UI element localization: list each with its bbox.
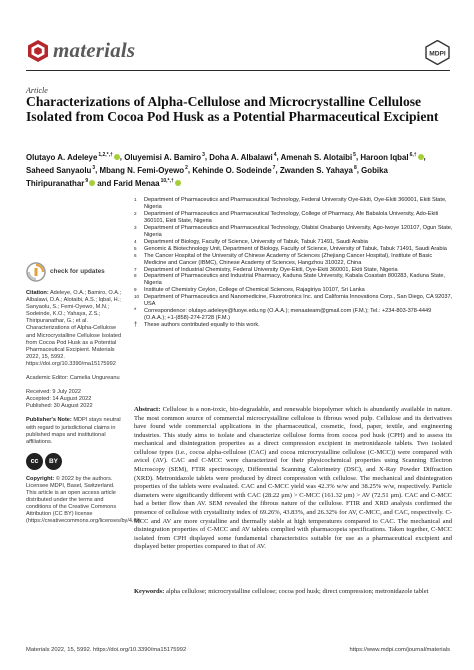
author[interactable]: [209, 153, 276, 162]
publisher-note-label: Publisher's Note:: [26, 417, 72, 424]
affiliation-number: *: [134, 308, 137, 315]
copyright-label: Copyright:: [26, 475, 55, 482]
author-name: Kehinde O. Sodeinde: [192, 165, 272, 175]
citation-label: Citation:: [26, 290, 49, 296]
copyright-text: © 2022 by the authors. Licensee MDPI, Basel, Switzerland. This article is an open access article distributed under the terms and conditions of the Creative Commons Attribution (CC BY) license (https://creativecommons.org/licenses/by/4.0/).: [26, 475, 142, 525]
orcid-icon[interactable]: [175, 180, 181, 186]
published-date: Published: 30 August 2022: [26, 403, 93, 410]
author[interactable]: [26, 153, 120, 162]
header-rule: [26, 70, 450, 71]
affiliation-number: 9: [134, 287, 137, 293]
author-name: Mbang N. Femi-Oyewo: [99, 165, 185, 175]
author-name: Saheed Sanyaolu: [26, 165, 92, 175]
affiliation-item: [134, 246, 454, 253]
affiliation-number: 7: [134, 266, 137, 272]
page-footer: [26, 647, 450, 657]
author-affiliation-sup: 3: [202, 152, 205, 158]
affiliation-number: †: [134, 322, 138, 329]
affiliation-text: Department of Pharmaceutics and Industrial Pharmacy, Kaduna State University, Kabala Coastain 800283, Kaduna State, Nigeria: [144, 273, 446, 287]
author-affiliation-sup: 3: [92, 165, 96, 172]
author-affiliation-sup: 4: [273, 152, 277, 158]
affiliation-text: Department of Pharmaceutics and Pharmaceutical Technology, Federal University Oye-Ekiti, Oye-Ekiti 360001, Ekiti State, Nigeria: [144, 197, 447, 210]
abstract: [134, 406, 452, 552]
affiliation-number: 8: [134, 273, 137, 279]
affiliation-item: [134, 253, 454, 267]
author-name: Amenah S. Alotaibi: [280, 152, 353, 162]
affiliation-item: [134, 322, 454, 329]
affiliation-text: Genomic & Biotechnology Unit, Department of Biology, Faculty of Science, University of Tabuk, Tabuk 71491, Saudi Arabia: [144, 245, 447, 252]
author-name: and Farid Menaa: [97, 179, 160, 189]
keywords-label: Keywords:: [134, 588, 165, 595]
author-name: Olutayo A. Adeleye: [26, 152, 98, 162]
affiliation-item: [134, 308, 454, 322]
author-name: Doha A. Albalawi: [209, 152, 273, 162]
affiliation-text: Department of Pharmaceutics and Nanomedicine, Fluorotronics Inc. and California Innovations Corp., San Diego, CA 92037, USA: [144, 294, 453, 308]
article-title: Characterizations of Alpha-Cellulose and Microcrystalline Cellulose Isolated from Cocoa Pod Husk as a Potential Pharmaceutical Excipient: [26, 94, 439, 125]
affiliation-text: These authors contributed equally to this work.: [144, 322, 260, 329]
editor-name: Camelia Ungureanu: [69, 375, 120, 382]
abstract-label: Abstract:: [134, 406, 161, 413]
sidebar: [26, 262, 142, 532]
author[interactable]: [26, 166, 95, 175]
affiliation-text: Institute of Chemistry Ceylon, College of Chemical Sciences, Rajagiriya 10107, Sri Lanka: [144, 287, 365, 294]
keywords-text: alpha cellulose; microcrystalline cellulose; cocoa pod husk; direct compression; metronidazole tablet: [165, 588, 429, 595]
check-for-updates[interactable]: [26, 262, 122, 282]
orcid-icon[interactable]: [114, 154, 120, 160]
author-affiliation-sup: 6,†: [409, 152, 417, 158]
academic-editor: [26, 375, 122, 382]
author[interactable]: [360, 153, 423, 162]
affiliation-item: [134, 294, 454, 308]
affiliation-number: 1: [134, 197, 137, 202]
author-name: Zwanden S. Yahaya: [279, 165, 353, 175]
affiliation-text: The Cancer Hospital of the University of Chinese Academy of Sciences (Zhejiang Cancer Hospital), Institute of Basic Medicine and Cancer (IBMC), Chinese Academy of Sciences, Hangzhou 310022, China: [144, 252, 433, 266]
author[interactable]: [192, 166, 275, 175]
by-icon: BY: [45, 453, 62, 470]
dates-block: [26, 389, 122, 410]
affiliation-text: Department of Biology, Faculty of Science, University of Tabuk, Tabuk 71491, Saudi Arabia: [144, 238, 368, 245]
footer-journal-link[interactable]: https://www.mdpi.com/journal/materials: [349, 647, 450, 653]
affiliation-item: [134, 287, 454, 294]
publisher-note: [26, 417, 122, 445]
author[interactable]: [97, 179, 180, 188]
author-affiliation-sup: 8: [353, 165, 357, 172]
affiliation-item: [134, 239, 454, 246]
received-date: Received: 9 July 2022: [26, 389, 82, 396]
affiliation-number: 5: [134, 245, 137, 251]
journal-logo[interactable]: [26, 38, 135, 63]
author[interactable]: [281, 153, 356, 162]
author-affiliation-sup: 9: [85, 178, 89, 185]
affiliation-text: Department of Pharmaceutics and Pharmaceutical Technology, Olabisi Onabanjo University, Ago-Iwoye 120107, Ogun State, Nigeria: [144, 224, 453, 238]
affiliation-text: Department of Pharmaceutics and Pharmaceutical Technology, College of Pharmacy, Afe Babalola University, Ado-Ekiti 360101, Ekiti State, Nigeria: [144, 210, 439, 224]
citation-text: Adeleye, O.A.; Bamiro, O.A.; Albalawi, D.A.; Alotaibi, A.S.; Iqbal, H.; Sanyaolu, S.; Femi-Oyewo, M.N.; Sodeinde, K.O.; Yahaya, Z.S.; Thiripuranathar, G.; et al. Characterizations of Alpha-Cellulose and Microcrystalline Cellulose Isolated from Cocoa Pod Husk as a Potential Pharmaceutical Excipient. Materials 2022, 15, 5992. https://doi.org/10.3390/ma15175992: [26, 290, 122, 367]
affiliations: [134, 197, 454, 329]
check-updates-label: check for updates: [50, 268, 105, 276]
footer-citation[interactable]: Materials 2022, 15, 5992. https://doi.org/10.3390/ma15175992: [26, 647, 187, 653]
author-affiliation-sup: 2: [185, 165, 188, 172]
author[interactable]: [124, 153, 205, 162]
affiliation-text: Correspondence: olutayo.adeleye@fuoye.edu.ng (O.A.A.); menaateam@gmail.com (F.M.); Tel.: +234-803-378-4449 (O.A.A.); +1-(858)-274-2728 (F.M.): [144, 308, 432, 322]
affiliation-item: [134, 267, 454, 274]
materials-logo-icon: [26, 39, 50, 63]
editor-label: Academic Editor:: [26, 375, 69, 382]
affiliation-item: [134, 197, 454, 211]
affiliation-number: 10: [134, 294, 140, 300]
orcid-icon[interactable]: [418, 154, 424, 160]
author-affiliation-sup: 10,*,†: [160, 178, 174, 185]
article-type: Article: [26, 86, 48, 95]
affiliation-number: 3: [134, 224, 137, 230]
affiliation-number: 4: [134, 238, 137, 244]
author-affiliation-sup: 7: [272, 165, 276, 172]
affiliation-item: [134, 211, 454, 225]
affiliation-number: 6: [134, 252, 137, 258]
author[interactable]: [100, 166, 188, 175]
cc-license-badge[interactable]: [26, 453, 122, 470]
check-updates-icon: [26, 262, 46, 282]
journal-name: materials: [53, 38, 136, 62]
copyright-block: [26, 475, 142, 526]
accepted-date: Accepted: 14 August 2022: [26, 396, 92, 403]
keywords: [134, 588, 452, 597]
author[interactable]: [280, 166, 357, 175]
publisher-note-text: MDPI stays neutral with regard to jurisdictional claims in published maps and institutional affiliations.: [26, 417, 121, 445]
mdpi-logo-icon[interactable]: [425, 40, 450, 65]
author-name: Gobika Thiripuranathar: [26, 165, 388, 189]
author-affiliation-sup: 1,2,*,†: [98, 152, 113, 158]
cc-icon: cc: [26, 453, 43, 470]
abstract-text: Cellulose is a non-toxic, bio-degradable, and renewable biopolymer which is abundantly available in nature. The most common source of commercial microcrystalline cellulose is fibrous wood pulp. Cellulose and its derivatives have found wide commercial applications in the pharmaceutical, cosmetic, food, paper, textile, and engineering industries. This study aims to isolate and characterize cellulose forms from cocoa pod husk (CPH) and to assess its mechanical and disintegration properties as a direct compression excipient in metronidazole tablets. Two isolated cellulose types (i.e., cocoa alpha-cellulose (CAC) and cocoa microcrystalline cellulose (C-MCC)) were compared with avicel (AV). CAC and C-MCC were characterized for their physicochemical properties using Scanning Electron Microscopy (SEM), FTIR spectroscopy, Differential Scanning Calorimetry (DSC), and X-Ray Powder Diffraction (XRD). Metronidazole tablets were produced by direct compression with cellulose. The mechanical and disintegration properties of the tablets were evaluated. CAC and C-MCC yield was 42.3% w/w and 38.25% w/w, respectively. Particle diameters were significantly different with CAC (28.22 μm) > C-MCC (161.32 μm) > AV (72.51 μm). CAC and C-MCC had a better flow than AV. SEM revealed the fibrous nature of the cellulose. FTIR and XRD analysis confirmed the presence of cellulose with crystallinity index of 69.26%, 43.83%, and 26.32% for AV, C-MCC, and CAC, respectively. C-MCC and AV are more crystalline and thermally stable at high temperatures compared to CAC. The mechanical and disintegration properties of C-MCC and AV tablets complied with pharmacopeia specifications. Taken together, C-MCC isolated from CPH displayed some fundamental characteristics suitable for use as a pharmaceutical excipient and displayed better properties compared to that of AV.: [134, 406, 452, 551]
citation-block: [26, 290, 122, 368]
affiliation-item: [134, 225, 454, 239]
affiliation-item: [134, 273, 454, 287]
author-list: Olutayo A. Adeleye$^{1,2,*,\dagger}$ , Oluyemisi A. Bamiro$^3$, Doha A. Albalawi$^4$, Amenah S. Alotaibi$^5$, Haroon Iqbal$^{6,\dagger}$ , Saheed Sanyaolu$^3$, Mbang N. Femi-Oyewo$^2$, Kehinde O. Sodeinde$^7$, Zwanden S. Yahaya$^8$, Gobika Thiripuranathar$^9$ and Farid Menaa$^{10,*,\dagger}$: [26, 152, 426, 189]
author-name: Haroon Iqbal: [360, 152, 409, 162]
author-affiliation-sup: 5: [353, 152, 356, 158]
affiliation-number: 2: [134, 210, 137, 216]
affiliation-text: Department of Industrial Chemistry, Federal University Oye-Ekiti, Oye-Ekiti 360001, Ekiti State, Nigeria: [144, 266, 398, 273]
orcid-icon[interactable]: [89, 180, 95, 186]
journal-header: [26, 38, 450, 68]
mdpi-logo-text: MDPI: [429, 50, 446, 58]
author-name: Oluyemisi A. Bamiro: [124, 152, 202, 162]
